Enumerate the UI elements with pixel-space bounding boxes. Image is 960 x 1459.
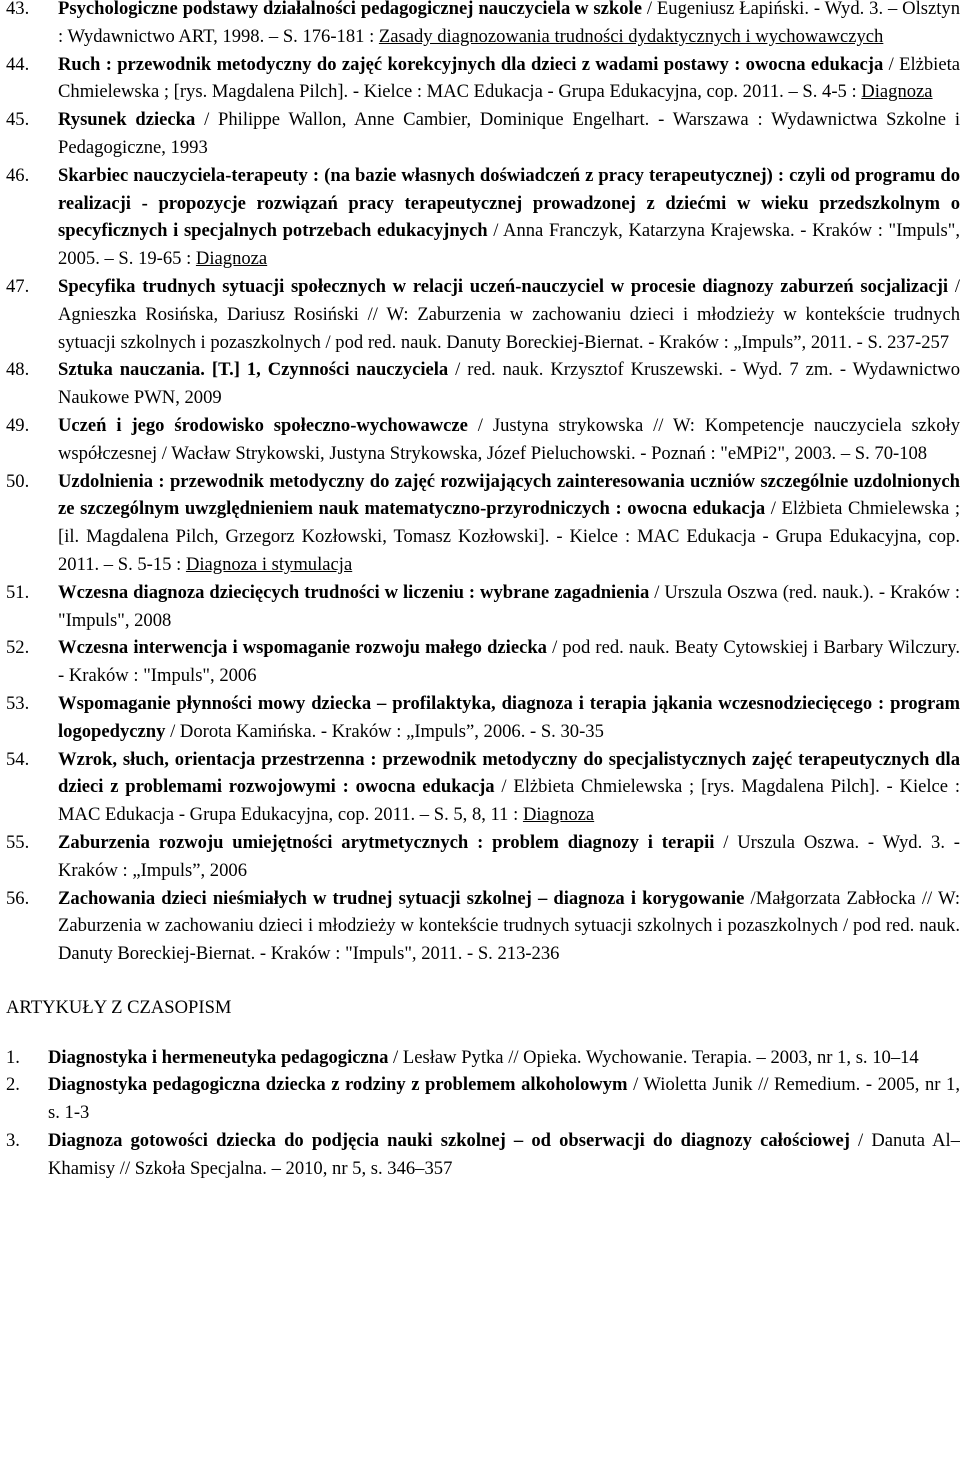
entry-title: Rysunek dziecka — [58, 109, 196, 131]
entry-description: / Philippe Wallon, Anne Cambier, Dominique Engelhart. - Warszawa : Wydawnictwa Szkolne i Pedagogiczne, 1993 — [58, 109, 960, 158]
entry-number: 51. — [6, 581, 30, 603]
entry-number: 46. — [6, 164, 30, 186]
entry-title: Uczeń i jego środowisko społeczno-wychowawcze — [58, 414, 468, 436]
entry-description: / Elżbieta Chmielewska ; [rys. Magdalena Pilch]. - Kielce : MAC Edukacja - Grupa Edukacyjna, cop. 2011. – S. 4-5 : — [58, 53, 960, 103]
book-entry — [0, 273, 960, 356]
entry-title: Diagnostyka i hermeneutyka pedagogiczna — [48, 1046, 389, 1068]
entry-description: / Urszula Oszwa (red. nauk.). - Kraków : "Impuls", 2008 — [58, 581, 960, 631]
entry-topic-link[interactable]: Diagnoza i stymulacja — [185, 553, 353, 575]
entry-description: / Danuta Al–Khamisy // Szkoła Specjalna. – 2010, nr 5, s. 346–357 — [48, 1130, 960, 1179]
entry-topic-link[interactable]: Zasady diagnozowania trudności dydaktycznych i wychowawczych — [378, 25, 884, 47]
entry-description: / Elżbieta Chmielewska ; [il. Magdalena Pilch, Grzegorz Kozłowski, Tomasz Kozłowski]. - Kielce : MAC Edukacja - Grupa Edukacyjna, cop. 2011. – S. 5-15 : — [58, 498, 960, 575]
entry-title: Specyfika trudnych sytuacji społecznych w relacji uczeń-nauczyciel w procesie diagnozy zaburzeń socjalizacji — [58, 275, 949, 297]
entry-title: Skarbiec nauczyciela-terapeuty : (na bazie własnych doświadczeń z pracy terapeutycznej) : czyli od programu do realizacji - propozycje rozwiązań pracy terapeutycznej prowadzonej z dziećmi w wieku przedszkolnym o specyficznych i specjalnych potrzebach edukacyjnych — [58, 164, 960, 242]
entry-description: / Eugeniusz Łapiński. - Wyd. 3. – Olsztyn : Wydawnictwo ART, 1998. – S. 176-181 : — [58, 0, 960, 47]
entry-title: Zachowania dzieci nieśmiałych w trudnej sytuacji szkolnej – diagnoza i korygowanie — [58, 887, 745, 909]
entry-number: 45. — [6, 109, 30, 131]
entry-description: / red. nauk. Krzysztof Kruszewski. - Wyd. 7 zm. - Wydawnictwo Naukowe PWN, 2009 — [58, 359, 960, 409]
entry-topic-link[interactable]: Diagnoza — [195, 248, 268, 270]
book-entry — [0, 106, 960, 162]
entry-number: 44. — [6, 53, 30, 75]
entry-title: Wspomaganie płynności mowy dziecka – profilaktyka, diagnoza i terapia jąkania wczesnodziecięcego : program logopedyczny — [58, 692, 960, 742]
entry-number: 54. — [6, 748, 30, 770]
book-entry — [0, 690, 960, 746]
entry-title: Ruch : przewodnik metodyczny do zajęć korekcyjnych dla dzieci z wadami postawy : owocna edukacja — [58, 53, 884, 75]
entry-number: 47. — [6, 275, 30, 297]
entry-title: Psychologiczne podstawy działalności pedagogicznej nauczyciela w szkole — [58, 0, 642, 19]
entry-description: / Wioletta Junik // Remedium. - 2005, nr 1, s. 1-3 — [48, 1074, 960, 1124]
entry-number: 43. — [6, 0, 30, 19]
entry-number: 48. — [6, 359, 30, 381]
section-heading: ARTYKUŁY Z CZASOPISM — [6, 996, 232, 1018]
entry-title: Wczesna interwencja i wspomaganie rozwoju małego dziecka — [58, 637, 547, 659]
entry-topic-link[interactable]: Diagnoza — [522, 804, 595, 826]
book-entry — [0, 162, 960, 273]
article-list — [0, 1044, 960, 1183]
book-entry — [0, 829, 960, 885]
book-entry — [0, 0, 960, 51]
entry-title: Wczesna diagnoza dziecięcych trudności w liczeniu : wybrane zagadnienia — [58, 581, 650, 603]
book-entry — [0, 746, 960, 829]
entry-number: 53. — [6, 692, 30, 714]
entry-number: 55. — [6, 831, 30, 853]
book-entry — [0, 885, 960, 968]
article-entry — [0, 1071, 960, 1127]
book-entry — [0, 356, 960, 412]
entry-number: 3. — [6, 1130, 20, 1152]
book-entry — [0, 51, 960, 107]
entry-description: / Anna Franczyk, Katarzyna Krajewska. - Kraków : "Impuls", 2005. – S. 19-65 : — [58, 220, 960, 270]
book-entry — [0, 468, 960, 579]
entry-description: / Elżbieta Chmielewska ; [rys. Magdalena Pilch]. - Kielce : MAC Edukacja - Grupa Edukacyjna, cop. 2011. – S. 5, 8, 11 : — [58, 776, 960, 826]
entry-description: / Dorota Kamińska. - Kraków : „Impuls”, 2006. - S. 30-35 — [165, 720, 604, 742]
entry-title: Diagnostyka pedagogiczna dziecka z rodziny z problemem alkoholowym — [48, 1074, 628, 1096]
entry-number: 50. — [6, 470, 30, 492]
entry-description: / Urszula Oszwa. - Wyd. 3. - Kraków : „Impuls”, 2006 — [58, 831, 960, 881]
entry-title: Zaburzenia rozwoju umiejętności arytmetycznych : problem diagnozy i terapii — [58, 831, 715, 853]
book-entry — [0, 412, 960, 468]
entry-description: /Małgorzata Zabłocka // W: Zaburzenia w zachowaniu dzieci i młodzieży w kontekście trudnych sytuacji szkolnych i pozaszkolnych / pod red. nauk. Danuty Boreckiej-Biernat. - Kraków : "Impuls", 2011. - S. 213-236 — [58, 887, 960, 965]
entry-number: 49. — [6, 414, 30, 436]
entry-title: Wzrok, słuch, orientacja przestrzenna : przewodnik metodyczny do specjalistycznych zajęć terapeutycznych dla dzieci z problemami rozwojowymi : owocna edukacja — [58, 748, 960, 798]
entry-topic-link[interactable]: Diagnoza — [861, 81, 933, 103]
book-entry — [0, 579, 960, 635]
entry-description: / Justyna strykowska // W: Kompetencje nauczyciela szkoły współczesnej / Wacław Strykowski, Justyna Strykowska, Józef Pieluchowski. - Poznań : "eMPi2", 2003. – S. 70-108 — [58, 414, 960, 464]
entry-description: / pod red. nauk. Beaty Cytowskiej i Barbary Wilczury. - Kraków : "Impuls", 2006 — [58, 637, 960, 687]
entry-description: / Agnieszka Rosińska, Dariusz Rosiński // W: Zaburzenia w zachowaniu dzieci i młodzieży w kontekście trudnych sytuacji szkolnych i pozaszkolnych / pod red. nauk. Danuty Boreckiej-Biernat. - Kraków : „Impuls”, 2011. - S. 237-257 — [58, 275, 960, 353]
entry-title: Uzdolnienia : przewodnik metodyczny do zajęć rozwijających zainteresowania uczniów szczególnie uzdolnionych ze szczególnym uwzględnieniem nauk matematyczno-przyrodniczych : owocna edukacja — [58, 470, 960, 520]
entry-number: 1. — [6, 1046, 20, 1068]
book-entry — [0, 634, 960, 690]
article-entry — [0, 1044, 960, 1072]
entry-title: Diagnoza gotowości dziecka do podjęcia nauki szkolnej – od obserwacji do diagnozy całościowej — [48, 1130, 850, 1152]
entry-number: 52. — [6, 637, 30, 659]
article-entry — [0, 1127, 960, 1183]
entry-number: 2. — [6, 1074, 20, 1096]
entry-number: 56. — [6, 887, 30, 909]
entry-description: / Lesław Pytka // Opieka. Wychowanie. Terapia. – 2003, nr 1, s. 10–14 — [388, 1046, 919, 1068]
entry-title: Sztuka nauczania. [T.] 1, Czynności nauczyciela — [58, 359, 449, 381]
